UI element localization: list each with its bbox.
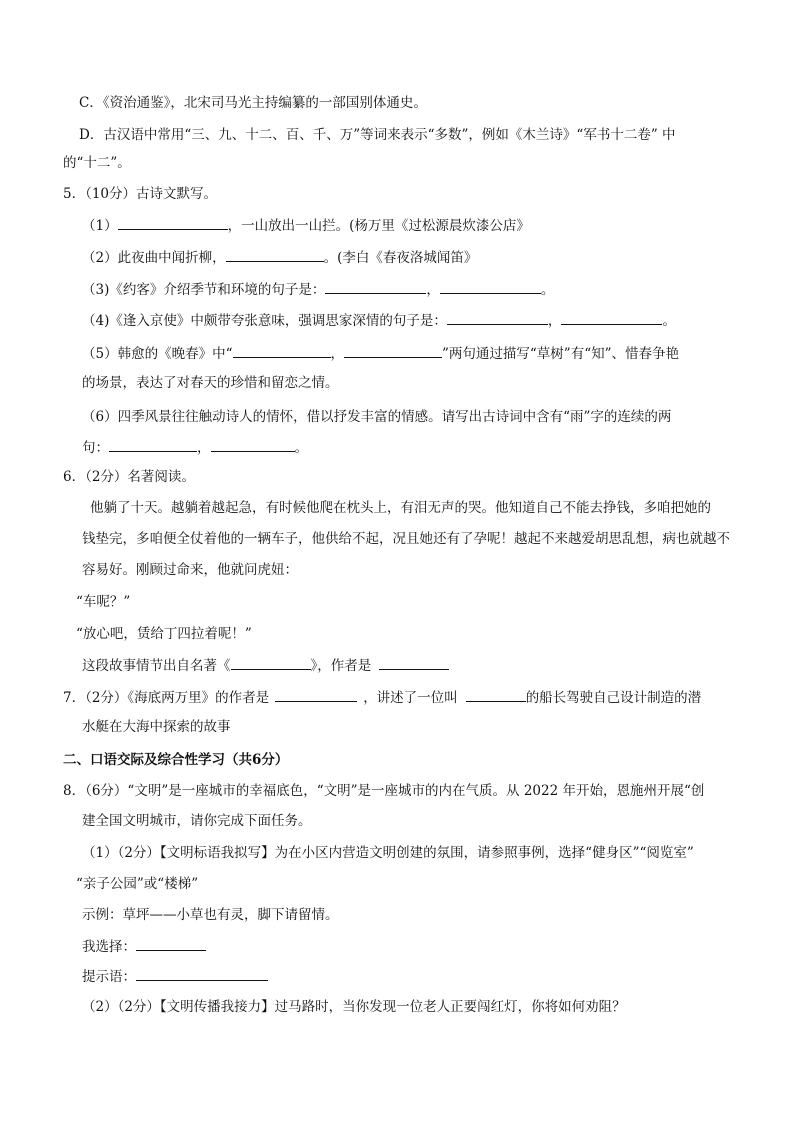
q7 — [63, 687, 701, 708]
q7-tail: 的船长驾驶自己设计制造的潜 — [525, 690, 702, 706]
q7-text: 7．（2分）《海底两万里》的作者是 — [63, 690, 270, 706]
q5-5 — [82, 343, 679, 364]
q5-5-text: （5）韩愈的《晚春》中“ — [82, 346, 233, 362]
choice-label: 我选择： — [82, 939, 136, 955]
answer-blank[interactable] — [226, 247, 324, 262]
answer-blank[interactable] — [466, 687, 526, 702]
q8-line-1: 8．（6分）“文明”是一座城市的幸福底色，“文明”是一座城市的内在气质。从 2022 年开始，恩施州开展“创 — [63, 783, 705, 799]
passage-dialog-1: “车呢？” — [76, 594, 131, 610]
answer-blank[interactable] — [136, 936, 206, 951]
option-c: C．《资治通鉴》，北宋司马光主持编纂的一部国别体通史。 — [79, 95, 427, 111]
q5-2-text: （2）此夜曲中闻折柳， — [82, 250, 226, 266]
q7-mid: ，讲述了一位叫 — [363, 690, 458, 706]
q5-3-text: （3)《约客》介绍季节和环境的句子是： — [82, 282, 326, 298]
answer-blank[interactable] — [136, 966, 268, 981]
q5-heading: 5．（10分）古诗文默写。 — [63, 186, 218, 202]
answer-blank[interactable] — [211, 437, 295, 452]
answer-blank[interactable] — [379, 655, 449, 670]
section-heading: 二、口语交际及综合性学习（共6分） — [63, 752, 289, 768]
q5-4-comma: ， — [547, 313, 562, 329]
passage-line-1: 他躺了十天。越躺着越起急，有时候他爬在枕头上，有泪无声的哭。他知道自己不能去挣钱，多咱把她的 — [90, 500, 711, 516]
q5-3-end: 。 — [540, 282, 555, 298]
q5-4-end: 。 — [662, 313, 676, 329]
answer-blank[interactable] — [233, 343, 331, 358]
passage-line-3: 容易好。刚顾过命来，他就问虎妞： — [82, 562, 298, 578]
q8-2: （2）（2分）【文明传播我接力】过马路时，当你发现一位老人正要闯红灯，你将如何劝阻？ — [82, 999, 626, 1015]
answer-blank[interactable] — [447, 310, 548, 325]
passage-dialog-2: “放心吧，赁给丁四拉着呢！” — [76, 626, 252, 642]
q8-1: （1）（2分）【文明标语我拟写】为在小区内营造文明创建的氛围，请参照事例，选择“健身区”“阅览室” — [82, 845, 694, 861]
answer-blank[interactable] — [118, 215, 228, 230]
q5-6: （6）四季风景往往触动诗人的情怀，借以抒发丰富的情感。请写出古诗词中含有“雨”字的连续的两 — [82, 409, 672, 425]
q5-5-tail: ”两句通过描写“草树”有“知”、惜春争艳 — [442, 346, 680, 362]
q5-1 — [82, 215, 530, 236]
q5-5-comma: ， — [330, 346, 344, 362]
choice-line — [82, 936, 206, 957]
q5-2-source: 。(李白《春夜洛城闻笛》 — [323, 250, 478, 266]
q5-6-comma: ， — [197, 440, 211, 456]
q5-3 — [82, 279, 554, 300]
q5-6-label: 句： — [82, 440, 109, 456]
q6-text: 这段故事情节出自名著《 — [82, 658, 231, 674]
answer-blank[interactable] — [325, 279, 426, 294]
q8-1-cont: “亲子公园”或“楼梯” — [76, 876, 199, 892]
q5-5-cont: 的场景，表达了对春天的珍惜和留恋之情。 — [82, 375, 339, 391]
q5-4-text: （4)《逢入京使》中颇带夸张意味，强调思家深情的句子是： — [82, 313, 447, 329]
slogan-label: 提示语： — [82, 969, 136, 985]
q5-6-end: 。 — [294, 440, 308, 456]
q5-3-comma: ， — [426, 282, 440, 298]
answer-blank[interactable] — [231, 655, 311, 670]
q6-heading: 6．（2分）名著阅读。 — [63, 469, 195, 485]
q5-2 — [82, 247, 477, 268]
passage-line-2: 钱垫完，多咱便全仗着他的一辆车子，他供给不起，况且她还有了孕呢！越起不来越爱胡思乱想，病也就越不 — [82, 531, 730, 547]
q8-line-2: 建全国文明城市，请你完成下面任务。 — [82, 813, 312, 829]
answer-blank[interactable] — [109, 437, 197, 452]
option-d: D．古汉语中常用“三、九、十二、百、千、万”等词来表示“多数”，例如《木兰诗》“军书十二卷” 中 — [79, 127, 676, 143]
answer-blank[interactable] — [561, 310, 662, 325]
example: 示例：草坪——小草也有灵，脚下请留情。 — [82, 907, 339, 923]
option-d-cont: 的“十二”。 — [63, 155, 131, 171]
q7-cont: 水艇在大海中探索的故事 — [82, 719, 231, 735]
answer-blank[interactable] — [440, 279, 541, 294]
q6-author: 》，作者是 — [310, 658, 372, 674]
q5-6-cont — [82, 437, 308, 458]
answer-blank[interactable] — [344, 343, 442, 358]
q5-1-label: （1） — [82, 218, 118, 234]
q5-1-text: ，一山放出一山拦。(杨万里《过松源晨炊漆公店》 — [227, 218, 530, 234]
q5-4 — [82, 310, 676, 331]
answer-blank[interactable] — [275, 687, 357, 702]
slogan-line — [82, 966, 268, 987]
q6-question — [82, 655, 449, 676]
